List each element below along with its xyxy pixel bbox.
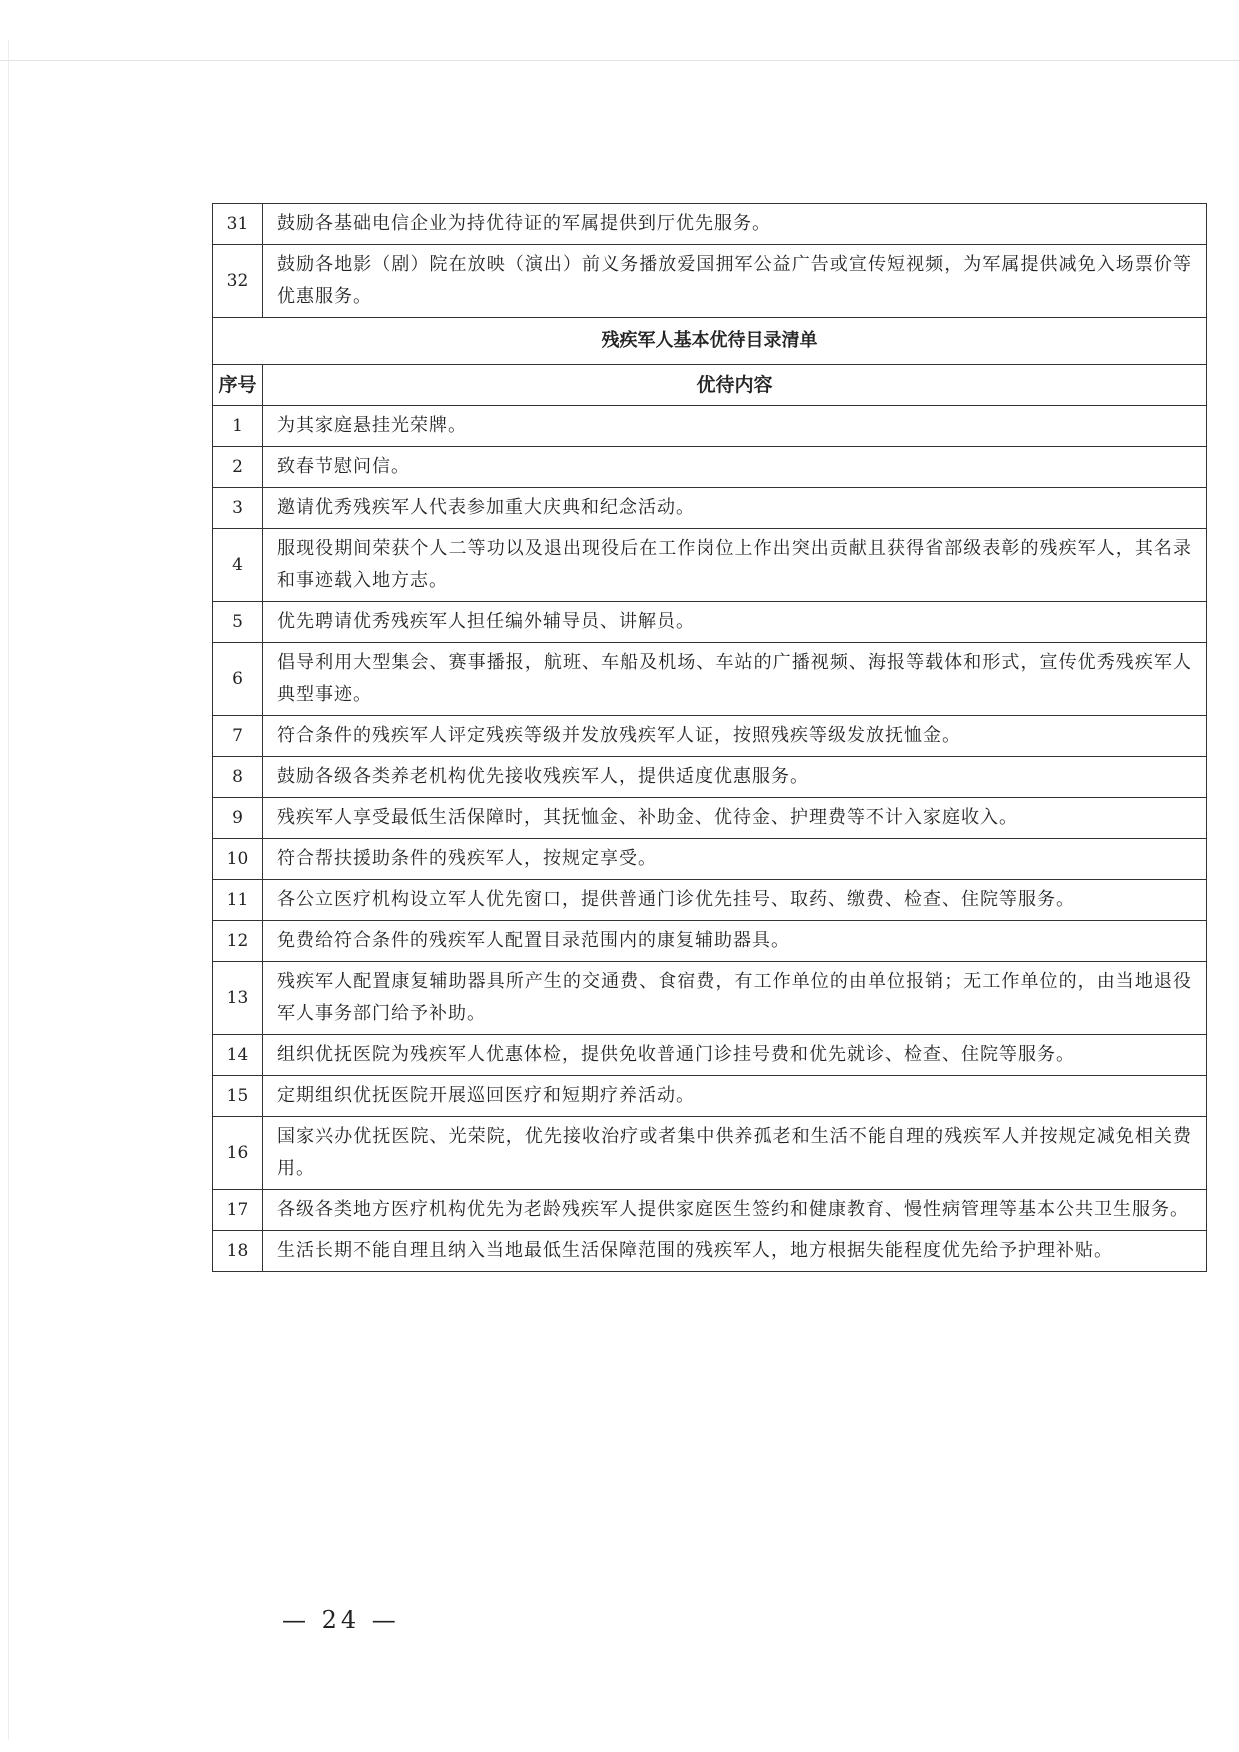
column-header-number: 序号 — [213, 365, 263, 406]
table-row — [213, 880, 1207, 921]
row-content: 鼓励各级各类养老机构优先接收残疾军人，提供适度优惠服务。 — [263, 757, 1207, 798]
row-number: 3 — [213, 488, 263, 529]
row-number: 32 — [213, 245, 263, 318]
table-row — [213, 1231, 1207, 1272]
scan-edge — [0, 0, 1239, 61]
row-content: 倡导利用大型集会、赛事播报，航班、车船及机场、车站的广播视频、海报等载体和形式，宣传优秀残疾军人典型事迹。 — [263, 643, 1207, 716]
row-number: 17 — [213, 1190, 263, 1231]
scan-edge-left — [8, 40, 59, 1740]
row-number: 18 — [213, 1231, 263, 1272]
row-number: 8 — [213, 757, 263, 798]
table-row — [213, 757, 1207, 798]
row-content: 服现役期间荣获个人二等功以及退出现役后在工作岗位上作出突出贡献且获得省部级表彰的残疾军人，其名录和事迹载入地方志。 — [263, 529, 1207, 602]
section-title: 残疾军人基本优待目录清单 — [213, 318, 1207, 365]
row-number: 31 — [213, 204, 263, 245]
benefits-table — [212, 203, 1207, 1272]
row-number: 14 — [213, 1035, 263, 1076]
table-row — [213, 1190, 1207, 1231]
table-row — [213, 529, 1207, 602]
table-row — [213, 204, 1207, 245]
row-content: 各公立医疗机构设立军人优先窗口，提供普通门诊优先挂号、取药、缴费、检查、住院等服务。 — [263, 880, 1207, 921]
table-row — [213, 798, 1207, 839]
row-content: 免费给符合条件的残疾军人配置目录范围内的康复辅助器具。 — [263, 921, 1207, 962]
table-row — [213, 839, 1207, 880]
table-row — [213, 962, 1207, 1035]
row-content: 为其家庭悬挂光荣牌。 — [263, 406, 1207, 447]
row-content: 符合帮扶援助条件的残疾军人，按规定享受。 — [263, 839, 1207, 880]
row-content: 各级各类地方医疗机构优先为老龄残疾军人提供家庭医生签约和健康教育、慢性病管理等基本公共卫生服务。 — [263, 1190, 1207, 1231]
row-number: 1 — [213, 406, 263, 447]
row-number: 6 — [213, 643, 263, 716]
table-row — [213, 406, 1207, 447]
row-content: 优先聘请优秀残疾军人担任编外辅导员、讲解员。 — [263, 602, 1207, 643]
table-row — [213, 1076, 1207, 1117]
row-number: 7 — [213, 716, 263, 757]
table-row — [213, 1035, 1207, 1076]
table-row — [213, 1117, 1207, 1190]
row-content: 残疾军人享受最低生活保障时，其抚恤金、补助金、优待金、护理费等不计入家庭收入。 — [263, 798, 1207, 839]
column-header-content: 优待内容 — [263, 365, 1207, 406]
row-content: 鼓励各地影（剧）院在放映（演出）前义务播放爱国拥军公益广告或宣传短视频，为军属提供减免入场票价等优惠服务。 — [263, 245, 1207, 318]
table-row — [213, 602, 1207, 643]
page-number: — 24 — — [282, 1606, 400, 1634]
row-content: 残疾军人配置康复辅助器具所产生的交通费、食宿费，有工作单位的由单位报销；无工作单位的，由当地退役军人事务部门给予补助。 — [263, 962, 1207, 1035]
table-row — [213, 643, 1207, 716]
row-content: 生活长期不能自理且纳入当地最低生活保障范围的残疾军人，地方根据失能程度优先给予护理补贴。 — [263, 1231, 1207, 1272]
row-content: 组织优抚医院为残疾军人优惠体检，提供免收普通门诊挂号费和优先就诊、检查、住院等服务。 — [263, 1035, 1207, 1076]
row-number: 12 — [213, 921, 263, 962]
section-title-row — [213, 318, 1207, 365]
row-number: 13 — [213, 962, 263, 1035]
table-row — [213, 921, 1207, 962]
row-number: 15 — [213, 1076, 263, 1117]
row-number: 2 — [213, 447, 263, 488]
row-number: 4 — [213, 529, 263, 602]
table-row — [213, 447, 1207, 488]
header-row — [213, 365, 1207, 406]
row-content: 国家兴办优抚医院、光荣院，优先接收治疗或者集中供养孤老和生活不能自理的残疾军人并按规定减免相关费用。 — [263, 1117, 1207, 1190]
row-content: 定期组织优抚医院开展巡回医疗和短期疗养活动。 — [263, 1076, 1207, 1117]
table-row — [213, 245, 1207, 318]
row-number: 11 — [213, 880, 263, 921]
row-content: 致春节慰问信。 — [263, 447, 1207, 488]
row-content: 鼓励各基础电信企业为持优待证的军属提供到厅优先服务。 — [263, 204, 1207, 245]
row-number: 5 — [213, 602, 263, 643]
table-row — [213, 716, 1207, 757]
row-number: 16 — [213, 1117, 263, 1190]
row-content: 邀请优秀残疾军人代表参加重大庆典和纪念活动。 — [263, 488, 1207, 529]
row-content: 符合条件的残疾军人评定残疾等级并发放残疾军人证，按照残疾等级发放抚恤金。 — [263, 716, 1207, 757]
row-number: 9 — [213, 798, 263, 839]
table-row — [213, 488, 1207, 529]
row-number: 10 — [213, 839, 263, 880]
